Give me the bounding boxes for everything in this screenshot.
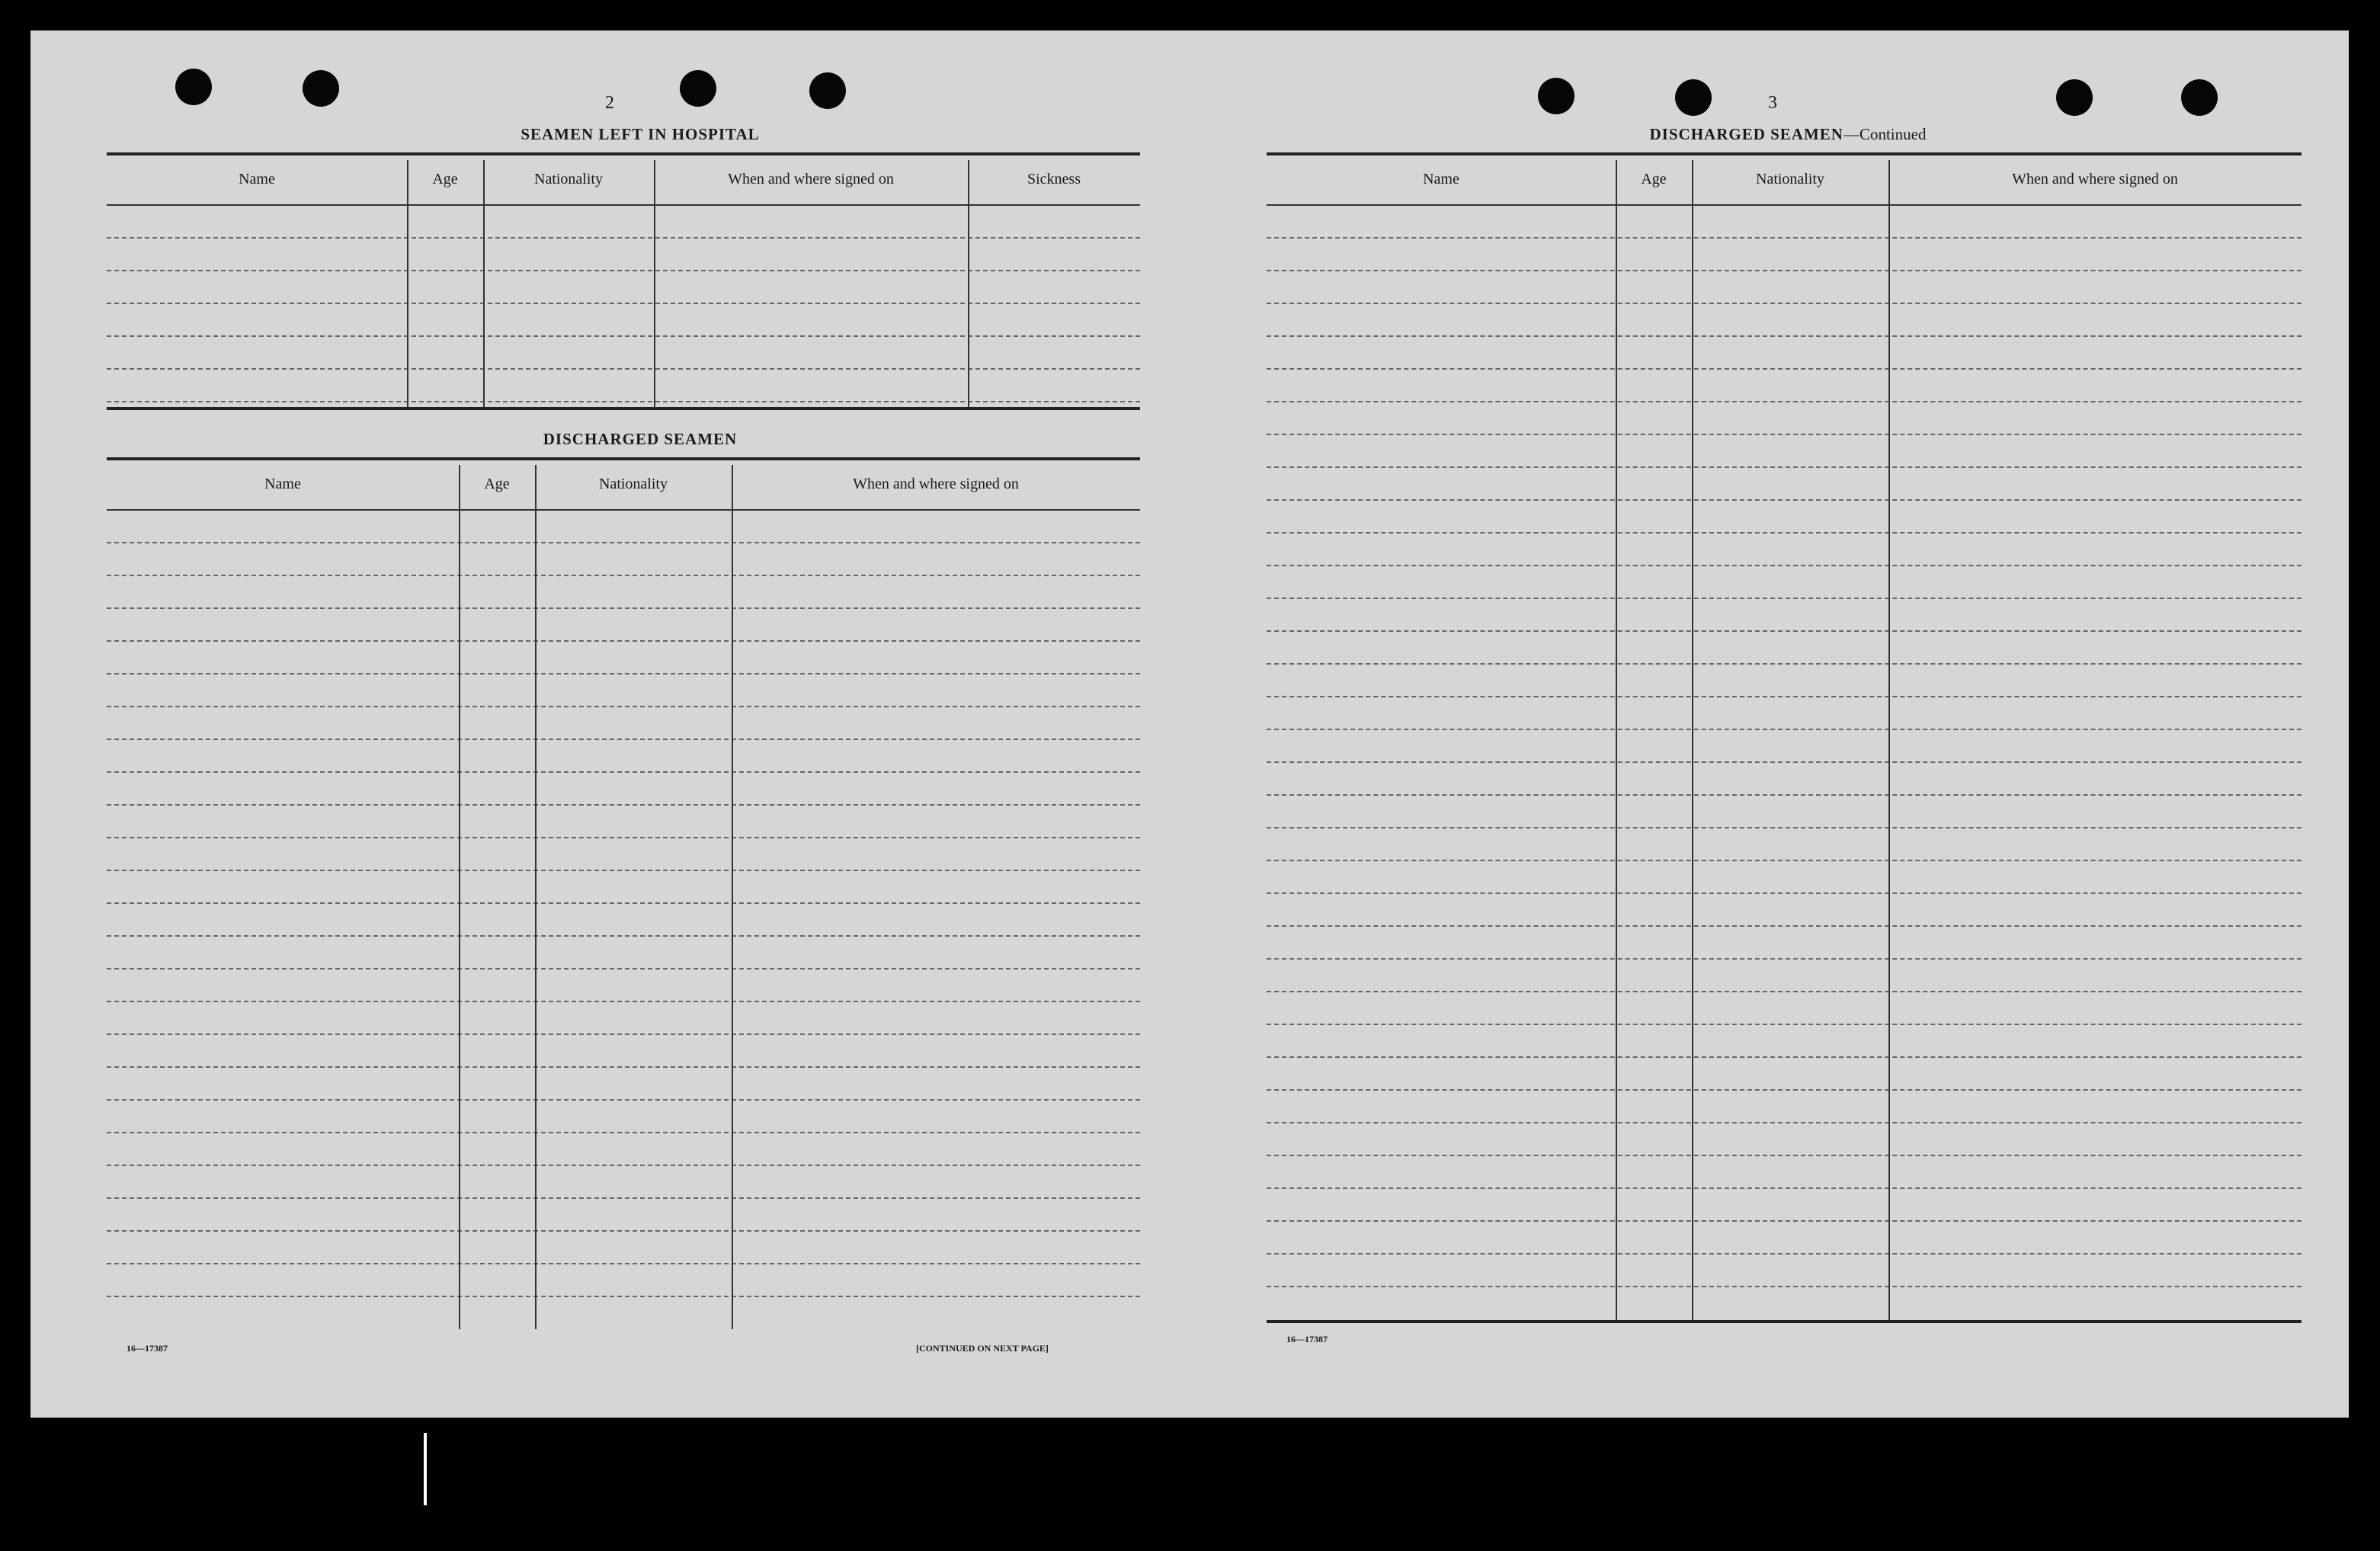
row-line: [1267, 1056, 2302, 1058]
continued-note: [CONTINUED ON NEXT PAGE]: [916, 1343, 1049, 1354]
hospital-section-title: SEAMEN LEFT IN HOSPITAL: [521, 125, 760, 143]
discharged-section-title: DISCHARGED SEAMEN: [543, 430, 738, 448]
row-line: [107, 575, 1140, 576]
title-rule: [1267, 152, 2302, 155]
row-line: [107, 1033, 1140, 1035]
column-header-signed-on: When and where signed on: [2012, 171, 2178, 187]
row-line: [107, 1066, 1140, 1068]
row-line: [107, 607, 1140, 609]
header-rule: [107, 204, 1140, 206]
row-line: [1267, 335, 2302, 337]
row-line: [1267, 237, 2302, 239]
row-line: [1267, 1220, 2302, 1222]
row-line: [107, 1263, 1140, 1264]
column-divider: [1692, 160, 1693, 1320]
row-line: [1267, 401, 2302, 402]
row-line: [107, 237, 1140, 239]
column-header-name: Name: [264, 476, 301, 492]
column-divider: [535, 465, 537, 1329]
row-line: [107, 368, 1140, 370]
row-line: [1267, 1155, 2302, 1156]
form-number: 16—17387: [1286, 1334, 1328, 1344]
row-line: [1267, 532, 2302, 534]
scan-artifact: [424, 1433, 427, 1505]
row-line: [1267, 1089, 2302, 1091]
row-line: [1267, 434, 2302, 435]
row-line: [107, 804, 1140, 806]
row-line: [107, 270, 1140, 271]
column-header-name: Name: [239, 171, 275, 187]
column-header-age: Age: [484, 476, 510, 492]
row-line: [107, 640, 1140, 642]
row-line: [107, 1099, 1140, 1101]
column-divider: [407, 160, 408, 407]
punch-hole: [303, 70, 339, 107]
punch-hole: [809, 72, 846, 109]
row-line: [107, 1197, 1140, 1199]
row-line: [1267, 827, 2302, 828]
column-divider: [459, 465, 460, 1329]
punch-hole: [680, 70, 716, 107]
row-line: [107, 335, 1140, 337]
column-header-age: Age: [1641, 171, 1667, 187]
punch-hole: [175, 69, 212, 105]
row-line: [1267, 892, 2302, 894]
row-line: [1267, 499, 2302, 501]
title-rule: [107, 152, 1140, 155]
row-line: [107, 902, 1140, 904]
row-line: [107, 1165, 1140, 1166]
row-line: [1267, 565, 2302, 566]
page-number: 3: [1768, 93, 1777, 113]
row-line: [1267, 696, 2302, 697]
row-line: [1267, 794, 2302, 796]
row-line: [1267, 466, 2302, 468]
row-line: [1267, 303, 2302, 304]
column-header-signed-on: When and where signed on: [728, 171, 894, 187]
form-sheet: [30, 30, 2349, 1418]
row-line: [107, 1296, 1140, 1297]
column-header-name: Name: [1423, 171, 1459, 187]
row-line: [1267, 1122, 2302, 1123]
column-header-nationality: Nationality: [599, 476, 668, 492]
row-line: [107, 968, 1140, 969]
row-line: [107, 870, 1140, 871]
column-header-signed-on: When and where signed on: [853, 476, 1019, 492]
row-line: [107, 673, 1140, 675]
row-line: [1267, 1253, 2302, 1255]
row-line: [1267, 630, 2302, 632]
section-title-suffix: —Continued: [1843, 125, 1927, 143]
row-line: [1267, 368, 2302, 370]
row-line: [1267, 991, 2302, 992]
row-line: [107, 771, 1140, 773]
form-number: 16—17387: [127, 1343, 168, 1354]
row-line: [1267, 663, 2302, 665]
row-line: [1267, 1024, 2302, 1025]
column-divider: [483, 160, 485, 407]
row-line: [107, 542, 1140, 543]
row-line: [107, 1230, 1140, 1232]
title-rule: [107, 457, 1140, 460]
row-line: [107, 837, 1140, 838]
column-divider: [1616, 160, 1617, 1320]
row-line: [1267, 958, 2302, 960]
column-divider: [654, 160, 655, 407]
row-line: [1267, 925, 2302, 927]
row-line: [107, 401, 1140, 402]
column-header-nationality: Nationality: [1756, 171, 1824, 187]
row-line: [1267, 761, 2302, 763]
column-header-age: Age: [432, 171, 458, 187]
column-divider: [732, 465, 733, 1329]
row-line: [1267, 598, 2302, 599]
section-title-text: DISCHARGED SEAMEN: [1649, 125, 1843, 143]
column-divider: [1888, 160, 1890, 1320]
row-line: [107, 739, 1140, 740]
header-rule: [107, 509, 1140, 511]
row-line: [1267, 1286, 2302, 1287]
row-line: [1267, 270, 2302, 271]
row-line: [1267, 860, 2302, 861]
column-header-sickness: Sickness: [1027, 171, 1081, 187]
row-line: [107, 303, 1140, 304]
column-header-nationality: Nationality: [534, 171, 603, 187]
row-line: [1267, 729, 2302, 730]
row-line: [107, 1001, 1140, 1002]
punch-hole: [2056, 79, 2093, 116]
discharged-continued-title: [1514, 125, 2062, 144]
column-divider: [968, 160, 969, 407]
row-line: [107, 706, 1140, 707]
bottom-rule: [1267, 1320, 2302, 1323]
row-line: [107, 1132, 1140, 1133]
row-line: [1267, 1187, 2302, 1189]
punch-hole: [2181, 79, 2218, 116]
row-line: [107, 935, 1140, 937]
punch-hole: [1538, 78, 1574, 114]
page-number: 2: [605, 93, 614, 113]
header-rule: [1267, 204, 2302, 206]
punch-hole: [1675, 79, 1712, 116]
section-divider: [107, 407, 1140, 410]
